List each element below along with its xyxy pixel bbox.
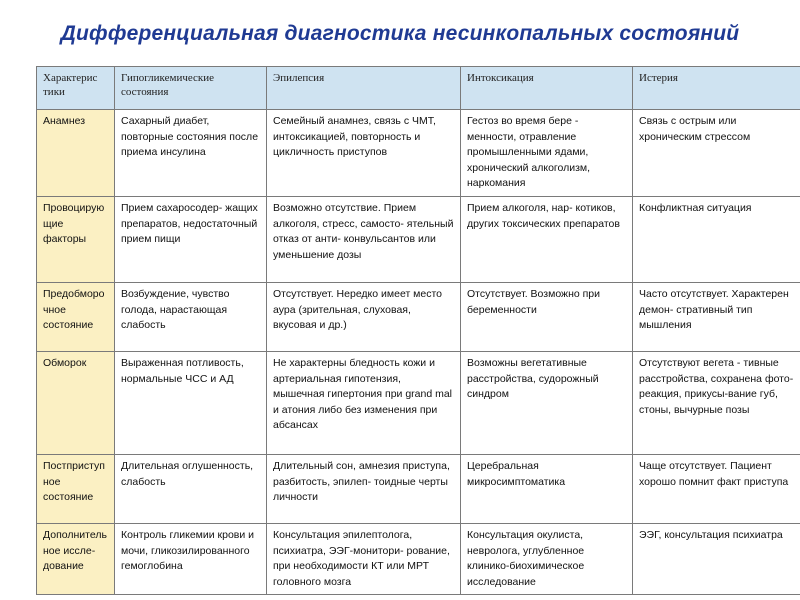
table-cell: Отсутствует. Нередко имеет место аура (зрительная, слуховая, вкусовая и др.) — [267, 282, 461, 351]
table-row — [37, 523, 800, 594]
table-row — [37, 196, 800, 282]
column-header-epilepsy: Эпилепсия — [267, 67, 461, 110]
table-cell: Отсутствуют вегета - тивные расстройства, сохранена фото-реакция, прикусы-вание губ, стоны, вычурные позы — [633, 351, 800, 454]
row-label: Провоцирую щие факторы — [37, 196, 115, 282]
table-cell: Консультация эпилептолога, психиатра, ЭЭГ-монитори- рование, при необходимости КТ или МРТ головного мозга — [267, 523, 461, 594]
column-header-characteristics: Характерис тики — [37, 67, 115, 110]
table-cell: Сахарный диабет, повторные состояния после приема инсулина — [115, 110, 267, 197]
table-cell: Церебральная микросимптоматика — [461, 454, 633, 523]
row-label: Обморок — [37, 351, 115, 454]
table-cell: Гестоз во время бере - менности, отравление промышленными ядами, хронический алкоголизм, наркомания — [461, 110, 633, 197]
table-cell: Прием сахаросодер- жащих препаратов, недостаточный прием пищи — [115, 196, 267, 282]
column-header-intoxication: Интоксикация — [461, 67, 633, 110]
table-cell: Прием алкоголя, нар- котиков, других токсических препаратов — [461, 196, 633, 282]
table-row — [37, 454, 800, 523]
table-cell: Конфликтная ситуация — [633, 196, 800, 282]
column-header-hysteria: Истерия — [633, 67, 800, 110]
table-header-row — [37, 67, 800, 110]
diagnosis-table — [36, 66, 800, 595]
row-label: Дополнитель ное иссле- дование — [37, 523, 115, 594]
table-cell: Возбуждение, чувство голода, нарастающая слабость — [115, 282, 267, 351]
row-label: Анамнез — [37, 110, 115, 197]
table-cell: Контроль гликемии крови и мочи, гликозилированного гемоглобина — [115, 523, 267, 594]
table-cell: Выраженная потливость, нормальные ЧСС и АД — [115, 351, 267, 454]
table-cell: Не характерны бледность кожи и артериальная гипотензия, мышечная гипертония при grand mal и атония либо без изменения при абсансах — [267, 351, 461, 454]
table-row — [37, 110, 800, 197]
table-cell: Часто отсутствует. Характерен демон- стративный тип мышления — [633, 282, 800, 351]
table-cell: Отсутствует. Возможно при беременности — [461, 282, 633, 351]
table-cell: Консультация окулиста, невролога, углубленное клинико-биохимическое исследование — [461, 523, 633, 594]
table-cell: Возможны вегетативные расстройства, судорожный синдром — [461, 351, 633, 454]
page-title: Дифференциальная диагностика несинкопальных состояний — [60, 22, 740, 45]
row-label: Постприступ ное состояние — [37, 454, 115, 523]
table-cell: Длительная оглушенность, слабость — [115, 454, 267, 523]
table-cell: ЭЭГ, консультация психиатра — [633, 523, 800, 594]
table-cell: Связь с острым или хроническим стрессом — [633, 110, 800, 197]
table-row — [37, 282, 800, 351]
column-header-hypoglycemic: Гипогликемические состояния — [115, 67, 267, 110]
table-row — [37, 351, 800, 454]
table-cell: Чаще отсутствует. Пациент хорошо помнит факт приступа — [633, 454, 800, 523]
row-label: Предобморо чное состояние — [37, 282, 115, 351]
table-cell: Возможно отсутствие. Прием алкоголя, стресс, самосто- ятельный отказ от анти- конвульсантов или уменьшение дозы — [267, 196, 461, 282]
table-cell: Длительный сон, амнезия приступа, разбитость, эпилеп- тоидные черты личности — [267, 454, 461, 523]
table-cell: Семейный анамнез, связь с ЧМТ, интоксикацией, повторность и цикличность приступов — [267, 110, 461, 197]
